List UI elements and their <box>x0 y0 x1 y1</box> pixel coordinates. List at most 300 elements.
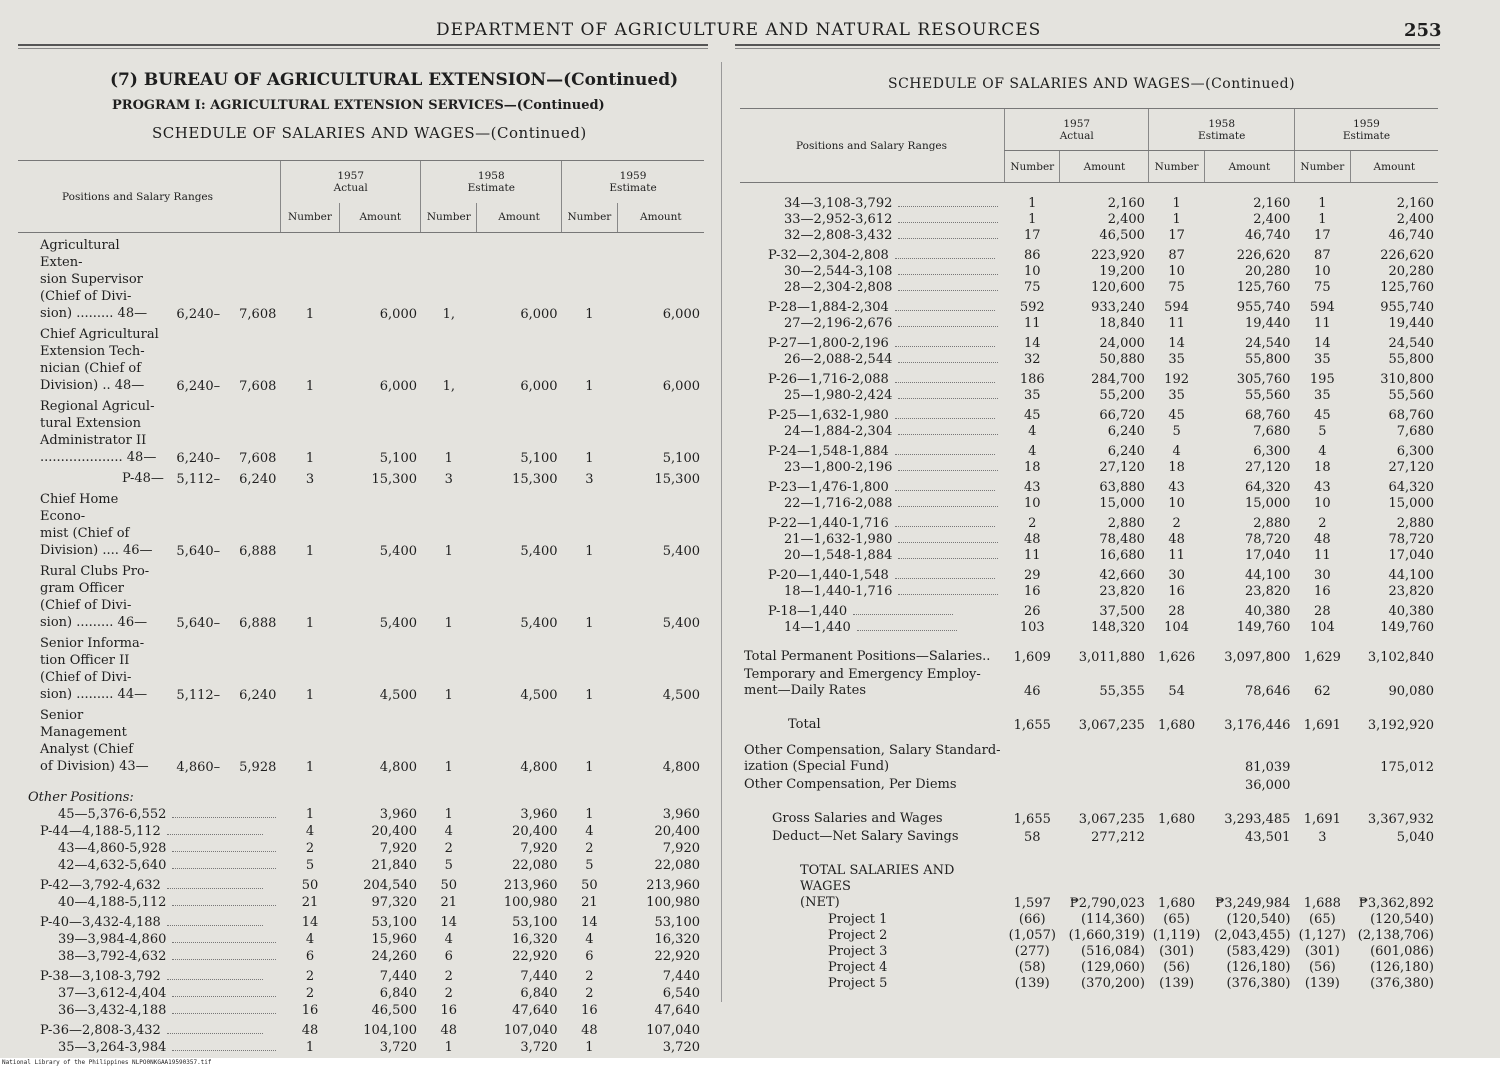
number-1959: 1 <box>585 1040 594 1055</box>
salary-range: 24—1,884-2,304 <box>784 423 893 439</box>
position-row <box>18 1018 704 1038</box>
number-1957: 35 <box>1023 387 1041 403</box>
number-1958: 14 <box>1168 335 1185 351</box>
project-label: Project 3 <box>828 943 888 959</box>
number-1958: 1, <box>442 379 455 394</box>
number-1959: 48 <box>1314 531 1331 547</box>
dot-leader <box>857 630 957 631</box>
number-1959: 30 <box>1314 567 1331 583</box>
other-comp-per-diems-row <box>740 775 1438 793</box>
amount-1957: 42,660 <box>1099 567 1145 583</box>
number-1959: 48 <box>581 1023 598 1038</box>
position-row <box>18 559 704 631</box>
number-1957: 75 <box>1023 279 1041 295</box>
salary-max: 7,608 <box>239 307 277 322</box>
amount-1958: 6,300 <box>1253 443 1291 459</box>
position-row <box>18 910 704 930</box>
amount-header: Amount <box>1350 151 1438 183</box>
amount-1958: 22,920 <box>512 949 558 964</box>
number-1957: 29 <box>1023 567 1041 583</box>
position-range-cell <box>740 599 1005 619</box>
number-1959: (65) <box>1308 911 1336 927</box>
schedule-title-right: SCHEDULE OF SALARIES AND WAGES—(Continued) <box>888 76 1296 92</box>
amount-1957: 97,320 <box>371 895 417 910</box>
amount-1958: 16,320 <box>512 932 558 947</box>
salary-range: 30—2,544-3,108 <box>784 263 893 279</box>
number-1958: 3 <box>444 472 453 487</box>
number-1957: 186 <box>1019 371 1045 387</box>
scan-footer: National Library of the Philippines NLPO0NKGAA19590357.tif <box>0 1058 1500 1067</box>
number-1958: 1,680 <box>1157 717 1196 733</box>
dot-leader <box>895 382 995 383</box>
amount-1959: 213,960 <box>646 878 700 893</box>
dot-leader <box>898 434 998 435</box>
salary-range: 21—1,632-1,980 <box>784 531 893 547</box>
dot-leader <box>895 578 995 579</box>
number-1957: 11 <box>1023 315 1041 331</box>
salary-range: P-38—3,108-3,792 <box>40 969 161 984</box>
salary-range: 33—2,952-3,612 <box>784 211 893 227</box>
salary-range: P-20—1,440-1,548 <box>768 567 889 583</box>
amount-1959: 16,320 <box>654 932 700 947</box>
salary-min: 6,240– <box>176 451 221 466</box>
number-1957: 14 <box>301 915 319 930</box>
other-positions-body <box>18 805 704 1055</box>
salary-range: 26—2,088-2,544 <box>784 351 893 367</box>
amount-1958: 47,640 <box>512 1003 558 1018</box>
salary-range: P-25—1,632-1,980 <box>768 407 889 423</box>
position-row <box>740 315 1438 331</box>
number-1959: 1 <box>585 616 594 631</box>
number-1957: 48 <box>1023 531 1041 547</box>
amount-1958: 6,000 <box>520 307 558 322</box>
amount-1958: 46,740 <box>1244 227 1291 243</box>
amount-1959: 17,040 <box>1388 547 1434 563</box>
summary-label: Temporary and Emergency Employ- ment—Daily Rates <box>744 666 981 698</box>
amount-1958: 5,400 <box>520 544 558 559</box>
number-1957: 2 <box>305 841 315 856</box>
project-label: Project 4 <box>828 959 888 975</box>
amount-1959: 15,300 <box>654 472 700 487</box>
number-1958: 10 <box>1168 263 1185 279</box>
amount-1959: 44,100 <box>1388 567 1434 583</box>
number-1957 <box>1005 775 1060 793</box>
position-row <box>740 583 1438 599</box>
dot-leader <box>895 418 995 419</box>
other-positions-label-body <box>18 775 704 805</box>
amount-1957: 120,600 <box>1091 279 1145 295</box>
number-1957: 4 <box>305 932 315 947</box>
amount-1959: 64,320 <box>1388 479 1434 495</box>
amount-1958: 64,320 <box>1244 479 1291 495</box>
number-1959: 2 <box>585 969 594 984</box>
number-1958: 14 <box>440 915 458 930</box>
spacer <box>740 183 1438 195</box>
number-1957: 1 <box>305 616 315 631</box>
dot-leader <box>898 274 998 275</box>
amount-1957: 55,200 <box>1099 387 1145 403</box>
dot-leader <box>898 326 998 327</box>
amount-1959: 310,800 <box>1380 371 1434 387</box>
amount-1957: 3,067,235 <box>1078 811 1145 827</box>
number-1959: (1,127) <box>1298 927 1347 943</box>
amount-1957: 3,011,880 <box>1078 649 1145 665</box>
amount-1957: 2,400 <box>1107 211 1145 227</box>
department-heading: DEPARTMENT OF AGRICULTURE AND NATURAL RESOURCES <box>436 20 1042 40</box>
amount-1959: (601,086) <box>1370 943 1434 959</box>
salary-range: 42—4,632-5,640 <box>58 858 167 873</box>
number-1959: 16 <box>581 1003 598 1018</box>
number-1959: 16 <box>1314 583 1331 599</box>
amount-1959: 6,000 <box>662 307 700 322</box>
number-1959: 1 <box>585 807 594 822</box>
number-1959: 1 <box>1318 211 1327 227</box>
number-1959: 35 <box>1314 351 1331 367</box>
number-1958: 5 <box>444 858 453 873</box>
number-1959: 35 <box>1314 387 1331 403</box>
number-header: Number <box>1294 151 1350 183</box>
amount-1957: 6,240 <box>1107 423 1145 439</box>
amount-1958: 7,680 <box>1253 423 1291 439</box>
dot-leader <box>898 542 998 543</box>
position-range-cell <box>740 227 1005 243</box>
number-1958: 594 <box>1164 299 1189 315</box>
number-1959: 10 <box>1314 495 1331 511</box>
number-1957: 46 <box>1023 683 1041 699</box>
amount-1959: 5,040 <box>1396 829 1434 845</box>
position-range-cell <box>18 873 280 893</box>
position-range-cell <box>18 930 280 947</box>
number-1957: 4 <box>1028 423 1037 439</box>
position-range-cell <box>740 243 1005 263</box>
project-row <box>740 975 1438 991</box>
salary-min: 5,640– <box>176 616 221 631</box>
position-title: Senior Management Analyst (Chief of Division) 43— <box>40 708 149 774</box>
position-row <box>740 531 1438 547</box>
amount-1959: 7,680 <box>1396 423 1434 439</box>
number-1958: 45 <box>1168 407 1185 423</box>
number-1958: 48 <box>440 1023 458 1038</box>
amount-1957: 7,440 <box>379 969 417 984</box>
salary-min: 6,240– <box>176 307 221 322</box>
amount-1959: 2,400 <box>1396 211 1434 227</box>
position-range-cell <box>740 563 1005 583</box>
amount-1958: 125,760 <box>1236 279 1291 295</box>
right-summary-body <box>740 635 1438 991</box>
salary-range: P-18—1,440 <box>768 603 848 619</box>
number-1959: 195 <box>1309 371 1335 387</box>
position-row <box>18 703 704 775</box>
amount-header: Amount <box>340 203 421 233</box>
position-title: Agricultural Exten- sion Supervisor (Chief of Divi- sion) ......... 48— <box>40 238 148 321</box>
number-1957: 16 <box>301 1003 319 1018</box>
amount-1957 <box>1060 733 1149 775</box>
amount-1959: 22,080 <box>654 858 700 873</box>
amount-1957: 3,067,235 <box>1078 717 1145 733</box>
number-1957: 10 <box>1023 495 1041 511</box>
number-1958: 2 <box>1172 515 1181 531</box>
program-title: PROGRAM I: AGRICULTURAL EXTENSION SERVICES—(Continued) <box>112 98 605 113</box>
number-1959: 1,688 <box>1303 895 1341 911</box>
amount-1958: 7,920 <box>520 841 558 856</box>
position-range-cell <box>740 351 1005 367</box>
salary-min: 4,860– <box>176 760 221 775</box>
number-1957: 14 <box>1023 335 1041 351</box>
salary-max: 7,608 <box>239 379 277 394</box>
amount-1958: 81,039 <box>1244 759 1291 775</box>
amount-1958: 107,040 <box>503 1023 558 1038</box>
amount-1957: 2,160 <box>1107 195 1145 211</box>
amount-1958: 5,400 <box>520 616 558 631</box>
amount-1957: (370,200) <box>1081 975 1145 991</box>
position-range-cell <box>740 315 1005 331</box>
number-1958: 6 <box>444 949 453 964</box>
number-1959: (301) <box>1304 943 1340 959</box>
dot-leader <box>895 526 995 527</box>
amount-1957: 24,260 <box>371 949 417 964</box>
amount-1959: 40,380 <box>1388 603 1434 619</box>
number-1958: (56) <box>1163 959 1190 975</box>
amount-1957: 15,960 <box>371 932 417 947</box>
number-1958: 17 <box>1168 227 1185 243</box>
position-row <box>740 263 1438 279</box>
number-1957: 1 <box>305 307 315 322</box>
positions-header: Positions and Salary Ranges <box>18 161 280 233</box>
number-1959: 1 <box>585 307 594 322</box>
position-row <box>740 475 1438 495</box>
number-1958: 87 <box>1168 247 1185 263</box>
amount-1959: 3,102,840 <box>1367 649 1434 665</box>
number-1959: 2 <box>585 986 594 1001</box>
number-1957: 2 <box>305 969 315 984</box>
number-1957: 6 <box>305 949 315 964</box>
number-1958: 1,680 <box>1157 895 1196 911</box>
amount-1959: 53,100 <box>654 915 700 930</box>
salary-range: 27—2,196-2,676 <box>784 315 893 331</box>
amount-1957: 15,000 <box>1099 495 1145 511</box>
amount-1957: 6,240 <box>1107 443 1145 459</box>
dot-leader <box>172 868 276 869</box>
amount-1957: (129,060) <box>1081 959 1145 975</box>
year-1957-header: 1957 Actual <box>280 161 421 203</box>
amount-1957: 27,120 <box>1099 459 1145 475</box>
number-1958: 1 <box>444 688 453 703</box>
number-1957: 45 <box>1023 407 1041 423</box>
amount-1958: (2,043,455) <box>1214 927 1291 943</box>
number-1958: 2 <box>444 986 453 1001</box>
number-header: Number <box>421 203 477 233</box>
amount-1958: 36,000 <box>1244 777 1291 793</box>
number-1959: 21 <box>581 895 598 910</box>
number-1959: 5 <box>585 858 594 873</box>
number-1959: 87 <box>1314 247 1331 263</box>
total-row <box>740 699 1438 733</box>
position-range-cell <box>740 511 1005 531</box>
dot-leader <box>172 942 276 943</box>
number-1959: 1 <box>585 379 594 394</box>
amount-1958: 40,380 <box>1244 603 1291 619</box>
number-1958: 1 <box>444 760 453 775</box>
number-1958: 1 <box>444 1040 453 1055</box>
position-range-cell <box>740 459 1005 475</box>
amount-1957: 104,100 <box>363 1023 417 1038</box>
amount-1957: 277,212 <box>1091 829 1145 845</box>
amount-1957: 284,700 <box>1091 371 1145 387</box>
position-range-cell <box>740 279 1005 295</box>
amount-1959: 125,760 <box>1380 279 1434 295</box>
amount-1957: 78,480 <box>1099 531 1145 547</box>
number-1959: 4 <box>585 932 594 947</box>
number-1957: 26 <box>1023 603 1041 619</box>
number-1959: 50 <box>581 878 598 893</box>
number-1959: 1 <box>585 544 594 559</box>
position-row <box>740 563 1438 583</box>
number-1958: (139) <box>1159 975 1195 991</box>
position-row <box>740 295 1438 315</box>
position-row <box>18 487 704 559</box>
column-divider <box>721 62 722 1002</box>
deduct-savings-row <box>740 827 1438 845</box>
amount-1959: 68,760 <box>1388 407 1434 423</box>
salary-max: 6,888 <box>239 616 277 631</box>
number-1958: 21 <box>440 895 458 910</box>
amount-header: Amount <box>477 203 562 233</box>
number-1958: 11 <box>1168 315 1185 331</box>
salary-max: 5,928 <box>239 760 277 775</box>
position-row <box>740 351 1438 367</box>
number-1959: (139) <box>1304 975 1340 991</box>
salary-max: 7,608 <box>239 451 277 466</box>
number-1957: 2 <box>1028 515 1037 531</box>
amount-1959: 20,400 <box>654 824 700 839</box>
amount-1959: 22,920 <box>654 949 700 964</box>
position-row <box>740 619 1438 635</box>
amount-1959: 23,820 <box>1388 583 1434 599</box>
number-1958: 4 <box>444 932 453 947</box>
position-range-cell <box>18 1001 280 1018</box>
amount-1957: 63,880 <box>1099 479 1145 495</box>
number-1959: 5 <box>1318 423 1327 439</box>
amount-1959: 46,740 <box>1388 227 1434 243</box>
number-1957: 1 <box>305 807 315 822</box>
amount-1959: 15,000 <box>1388 495 1434 511</box>
header-rule-right <box>735 44 1440 49</box>
amount-1959: 24,540 <box>1388 335 1434 351</box>
number-1957: (58) <box>1018 959 1046 975</box>
amount-1959: 3,367,932 <box>1367 811 1434 827</box>
amount-1959: (2,138,706) <box>1357 927 1434 943</box>
salary-max: 6,240 <box>239 472 277 487</box>
amount-1957: (114,360) <box>1081 911 1145 927</box>
number-1957: 32 <box>1023 351 1041 367</box>
amount-1959: 5,400 <box>662 544 700 559</box>
total-salaries-net-row <box>740 845 1438 911</box>
position-range-cell <box>18 839 280 856</box>
number-1957: 58 <box>1023 829 1041 845</box>
number-1959: 594 <box>1309 299 1335 315</box>
amount-header: Amount <box>1060 151 1149 183</box>
amount-1958: 6,000 <box>520 379 558 394</box>
other-comp-standardization-row <box>740 733 1438 775</box>
project-row <box>740 927 1438 943</box>
number-1959: 4 <box>585 824 594 839</box>
position-range-cell <box>18 805 280 822</box>
amount-1958: 3,176,446 <box>1224 717 1291 733</box>
dot-leader <box>172 996 276 997</box>
amount-1957: 53,100 <box>371 915 417 930</box>
year-1959-header: 1959 Estimate <box>1294 109 1438 151</box>
position-row <box>740 387 1438 403</box>
dot-leader <box>895 258 995 259</box>
number-1958: 1,626 <box>1157 649 1196 665</box>
dot-leader <box>898 398 998 399</box>
salary-min: 5,640– <box>176 544 221 559</box>
number-1958: 1, <box>442 307 455 322</box>
dot-leader <box>167 979 263 980</box>
number-1957: 17 <box>1023 227 1041 243</box>
amount-1959: (126,180) <box>1370 959 1434 975</box>
total-permanent-row <box>740 635 1438 665</box>
number-1958: 16 <box>440 1003 458 1018</box>
number-1958: 1 <box>1172 195 1181 211</box>
number-1958: (301) <box>1159 943 1195 959</box>
amount-1958: 2,400 <box>1253 211 1291 227</box>
amount-1958: 55,560 <box>1244 387 1291 403</box>
position-title: P-48— <box>121 471 164 486</box>
number-1959 <box>1294 733 1350 775</box>
salary-range: 23—1,800-2,196 <box>784 459 893 475</box>
chief-positions-body <box>18 233 704 776</box>
project-label: Project 2 <box>828 927 888 943</box>
dot-leader <box>853 614 953 615</box>
number-1957: 11 <box>1023 547 1041 563</box>
position-row <box>18 984 704 1001</box>
number-1957: 1,655 <box>1013 811 1051 827</box>
amount-1957: 50,880 <box>1099 351 1145 367</box>
amount-1959: 3,720 <box>662 1040 700 1055</box>
position-row <box>740 495 1438 511</box>
year-1957-header: 1957 Actual <box>1005 109 1149 151</box>
position-range-cell <box>740 195 1005 211</box>
amount-1957: 66,720 <box>1099 407 1145 423</box>
project-label: Project 1 <box>828 911 888 927</box>
positions-header: Positions and Salary Ranges <box>740 109 1005 183</box>
salary-range: P-28—1,884-2,304 <box>768 299 889 315</box>
salary-range: 22—1,716-2,088 <box>784 495 893 511</box>
amount-1958: ₱3,249,984 <box>1215 895 1291 911</box>
number-header: Number <box>562 203 618 233</box>
project-row <box>740 911 1438 927</box>
number-1957: 2 <box>305 986 315 1001</box>
salary-range: 25—1,980-2,424 <box>784 387 893 403</box>
amount-1959: ₱3,362,892 <box>1358 895 1434 911</box>
position-range-cell <box>740 619 1005 635</box>
amount-1957: 223,920 <box>1091 247 1145 263</box>
number-1958: 2 <box>444 969 453 984</box>
project-row <box>740 959 1438 975</box>
amount-1959: 955,740 <box>1380 299 1434 315</box>
position-row <box>740 211 1438 227</box>
amount-1958: 22,080 <box>512 858 558 873</box>
amount-1957: 148,320 <box>1091 619 1145 635</box>
salary-max: 6,888 <box>239 544 277 559</box>
salary-min: 5,112– <box>176 688 221 703</box>
dot-leader <box>898 238 998 239</box>
number-1957: (1,057) <box>1008 927 1056 943</box>
amount-1958: 3,720 <box>520 1040 558 1055</box>
position-range-cell <box>740 439 1005 459</box>
dot-leader <box>898 594 998 595</box>
